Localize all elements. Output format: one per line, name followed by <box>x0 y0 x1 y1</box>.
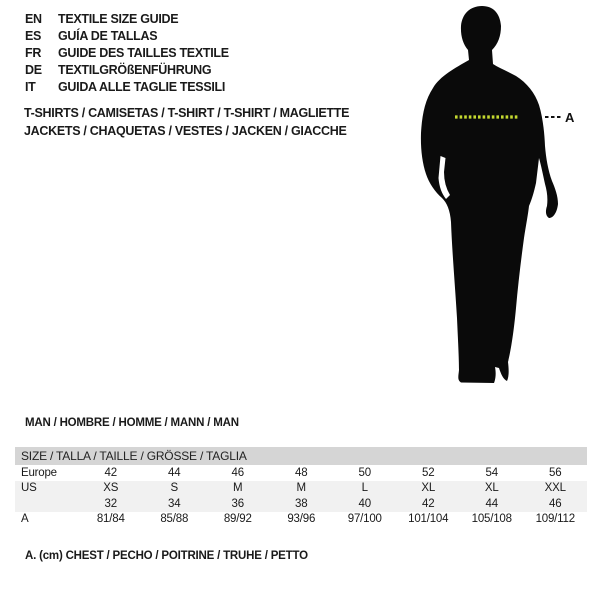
size-cell: 109/112 <box>535 513 575 526</box>
table-row-europe <box>15 465 587 481</box>
lang-row-en <box>25 10 229 27</box>
row-label: A <box>21 513 29 526</box>
man-silhouette-figure <box>395 0 595 395</box>
size-cell: XL <box>421 482 436 495</box>
size-cell: 54 <box>485 466 498 479</box>
table-row-us <box>15 481 587 497</box>
size-cell: XXL <box>544 482 566 495</box>
size-cell: 32 <box>104 497 117 510</box>
measure-label-a: A <box>565 110 575 125</box>
size-cell: 101/104 <box>408 513 449 526</box>
size-cell: 38 <box>295 497 308 510</box>
row-label: Europe <box>21 466 57 479</box>
table-row-numeric <box>15 496 587 512</box>
size-cell: 46 <box>231 466 244 479</box>
lang-code: EN <box>25 11 42 26</box>
size-cell: M <box>233 482 243 495</box>
lang-row-it <box>25 78 229 95</box>
table-header: SIZE / TALLA / TAILLE / GRÖSSE / TAGLIA <box>15 447 587 465</box>
lang-label: TEXTILE SIZE GUIDE <box>58 11 179 26</box>
lang-code: ES <box>25 28 42 43</box>
size-cell: 48 <box>295 466 308 479</box>
size-table <box>15 447 587 527</box>
size-cell: XL <box>484 482 499 495</box>
size-cell: 93/96 <box>287 513 316 526</box>
garment-categories <box>24 104 349 140</box>
lang-code: FR <box>25 45 42 60</box>
size-cell: 44 <box>485 497 498 510</box>
size-cell: 40 <box>358 497 371 510</box>
size-cell: L <box>361 482 368 495</box>
size-cell: 105/108 <box>471 513 512 526</box>
size-cell: 44 <box>168 466 181 479</box>
size-cell: 50 <box>358 466 371 479</box>
category-line-jackets: JACKETS / CHAQUETAS / VESTES / JACKEN / GIACCHE <box>24 124 347 138</box>
measurement-footnote: A. (cm) CHEST / PECHO / POITRINE / TRUHE / PETTO <box>25 550 308 562</box>
category-line-tshirts: T-SHIRTS / CAMISETAS / T-SHIRT / T-SHIRT / MAGLIETTE <box>24 106 350 120</box>
size-cell: 56 <box>549 466 562 479</box>
size-cell: 42 <box>104 466 117 479</box>
row-label: US <box>21 482 37 495</box>
size-cell: S <box>170 482 178 495</box>
size-cell: 42 <box>422 497 435 510</box>
size-cell: 89/92 <box>223 513 252 526</box>
lang-row-es <box>25 27 229 44</box>
size-cell: 34 <box>168 497 181 510</box>
size-cell: 52 <box>422 466 435 479</box>
man-silhouette <box>421 6 558 383</box>
lang-label: TEXTILGRÖßENFÜHRUNG <box>58 62 212 77</box>
lang-code: IT <box>25 79 36 94</box>
size-cell: 36 <box>231 497 244 510</box>
language-list <box>25 10 229 95</box>
table-row-chest-a <box>15 512 587 528</box>
lang-code: DE <box>25 62 42 77</box>
size-cell: 81/84 <box>96 513 125 526</box>
lang-row-fr <box>25 44 229 61</box>
lang-label: GUIDE DES TAILLES TEXTILE <box>58 45 229 60</box>
lang-row-de <box>25 61 229 78</box>
lang-label: GUÍA DE TALLAS <box>58 28 158 43</box>
lang-label: GUIDA ALLE TAGLIE TESSILI <box>58 79 226 94</box>
section-title-man: MAN / HOMBRE / HOMME / MANN / MAN <box>25 417 239 429</box>
size-cell: XS <box>103 482 119 495</box>
size-cell: 46 <box>549 497 562 510</box>
size-cell: M <box>296 482 306 495</box>
size-cell: 97/100 <box>347 513 382 526</box>
size-cell: 85/88 <box>160 513 189 526</box>
